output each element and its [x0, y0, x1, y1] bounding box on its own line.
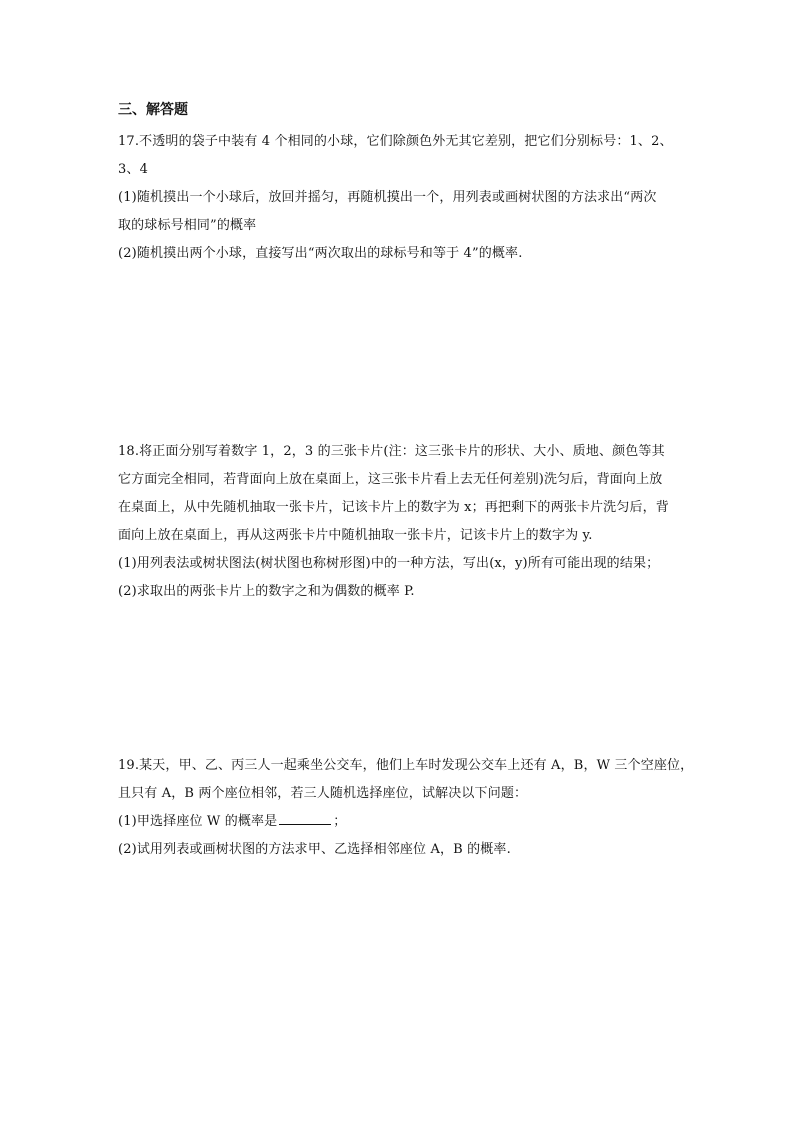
- answer-blank[interactable]: [279, 810, 331, 825]
- question-19-line: 且只有 A，B 两个座位相邻，若三人随机选择座位，试解决以下问题：: [118, 786, 528, 801]
- question-17: [118, 128, 698, 268]
- question-17-line: 3、4: [118, 162, 148, 177]
- question-18: [118, 438, 698, 606]
- question-17-line: 17.不透明的袋子中装有 4 个相同的小球，它们除颜色外无其它差别，把它们分别标号：1、2、: [118, 134, 673, 149]
- question-18-line: (1)用列表法或树状图法(树状图也称树形图)中的一种方法，写出(x，y)所有可能出现的结果；: [118, 556, 660, 571]
- question-17-line: (2)随机摸出两个小球，直接写出“两次取出的球标号和等于 4”的概率.: [118, 246, 523, 261]
- question-19-part-1: [118, 808, 698, 836]
- question-18-line: 18.将正面分别写着数字 1，2，3 的三张卡片(注：这三张卡片的形状、大小、质地、颜色等其: [118, 444, 665, 459]
- question-18-line: 面向上放在桌面上，再从这两张卡片中随机抽取一张卡片，记该卡片上的数字为 y.: [118, 528, 593, 543]
- section-heading: 三、解答题: [118, 102, 188, 118]
- question-19-line: 19.某天，甲、乙、丙三人一起乘坐公交车，他们上车时发现公交车上还有 A，B，W 三个空座位，: [118, 758, 694, 773]
- question-18-line: (2)求取出的两张卡片上的数字之和为偶数的概率 P.: [118, 584, 415, 599]
- question-19-part-1-text: (1)甲选择座位 W 的概率是: [118, 814, 278, 829]
- question-17-line: 取的球标号相同”的概率: [118, 218, 257, 233]
- question-19-part-1-end: ；: [333, 814, 347, 829]
- question-18-line: 它方面完全相同，若背面向上放在桌面上，这三张卡片看上去无任何差别)洗匀后，背面向上放: [118, 472, 663, 487]
- question-19: [118, 752, 698, 864]
- question-17-line: (1)随机摸出一个小球后，放回并摇匀，再随机摸出一个，用列表或画树状图的方法求出“两次: [118, 190, 657, 205]
- question-19-part-2: (2)试用列表或画树状图的方法求甲、乙选择相邻座位 A，B 的概率.: [118, 842, 511, 857]
- question-18-line: 在桌面上，从中先随机抽取一张卡片，记该卡片上的数字为 x；再把剩下的两张卡片洗匀后，背: [118, 500, 669, 515]
